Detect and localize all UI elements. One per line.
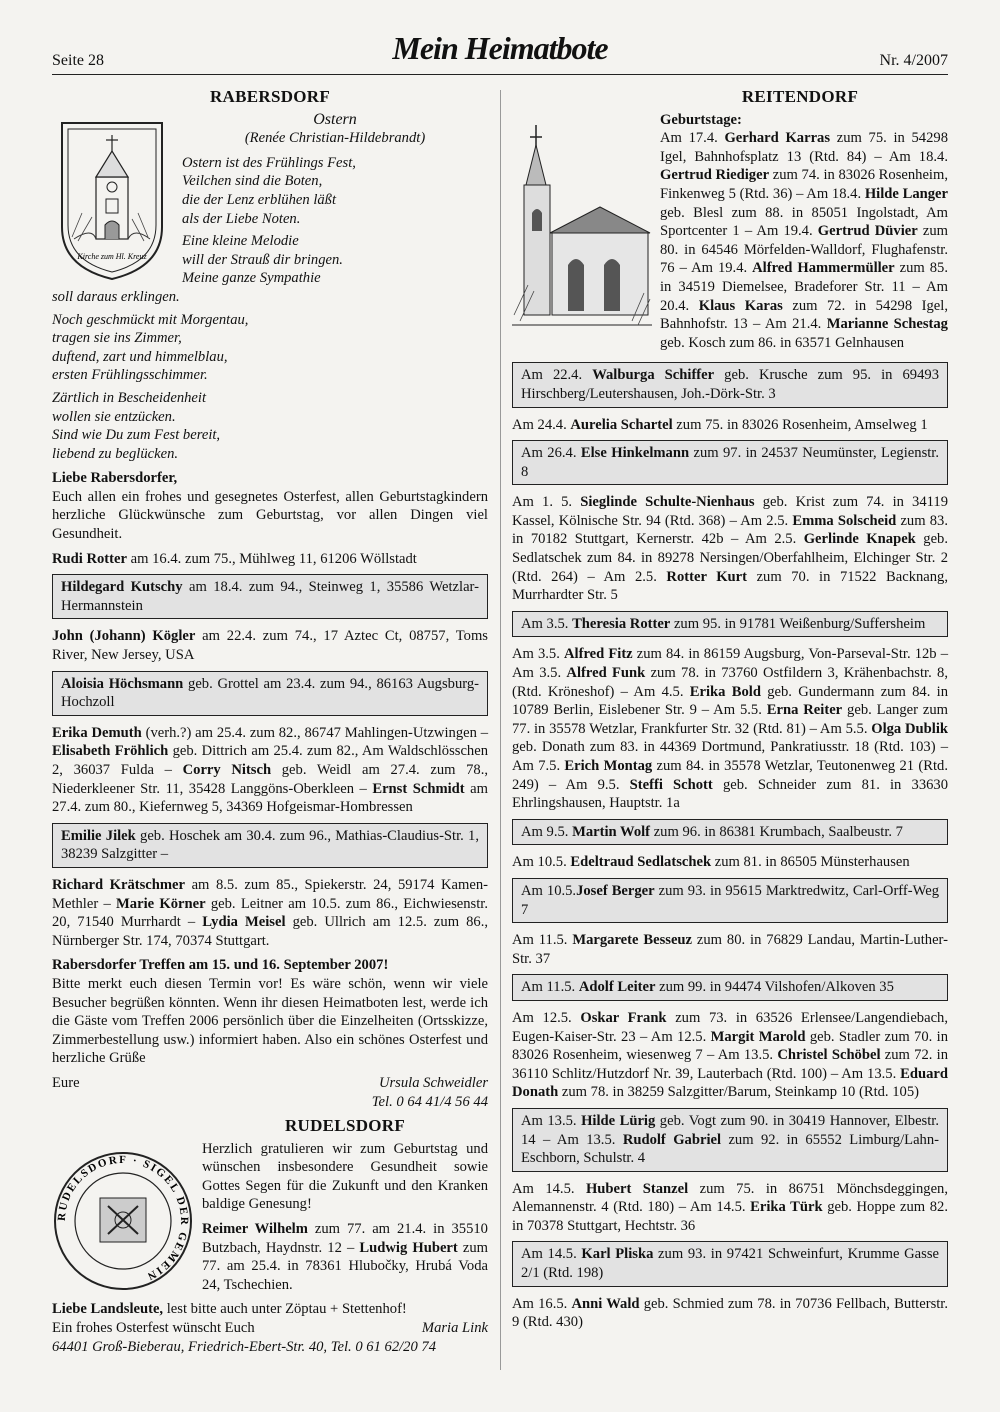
- person-name: Rudolf Gabriel: [622, 1131, 722, 1148]
- church-emblem-illustration: [52, 117, 172, 283]
- person-name: Aurelia Schartel: [570, 416, 673, 433]
- poem-line: Eine kleine Melodie: [182, 233, 299, 250]
- person-name: Marianne Schestag: [826, 316, 948, 333]
- birthday-entry: Am 10.5. Edeltraud Sedlatschek zum 81. in 86505 Münsterhausen: [512, 854, 910, 871]
- person-name: Gerlinde Knapek: [803, 531, 916, 548]
- signoff: [52, 1319, 488, 1338]
- person-name: Else Hinkelmann: [580, 445, 690, 462]
- person-name: Erika Türk: [750, 1199, 823, 1216]
- entry-text: geb. Hoschek am 30.4. zum 96., Mathias-Claudius-Str. 1, 38239 Salzgitter –: [61, 827, 479, 863]
- birthday-box: Am 10.5.Josef Berger zum 93. in 95615 Marktredwitz, Carl-Orff-Weg 7: [512, 878, 948, 923]
- poem-line: tragen sie ins Zimmer,: [52, 330, 182, 347]
- person-name: Adolf Leiter: [578, 979, 656, 996]
- person-name: Margit Marold: [710, 1028, 806, 1045]
- birthday-box: [52, 671, 488, 716]
- person-name: Erna Reiter: [766, 702, 843, 719]
- greeting-heading: Liebe Rabersdorfer,: [52, 470, 178, 487]
- entry-text: am 22.4. zum 74., 17 Aztec Ct, 08757, Toms River, New Jersey, USA: [52, 628, 488, 664]
- person-name: Margarete Besseuz: [572, 932, 693, 949]
- entry-text: (verh.?) am 25.4. zum 82., 86747 Mahlingen-Utzwingen –: [141, 724, 488, 741]
- signoff-name: Ursula Schweidler: [378, 1074, 488, 1091]
- poem-line: liebend zu beglücken.: [52, 445, 179, 462]
- poem-line: die der Lenz erblühen läßt: [182, 191, 337, 208]
- birthday-box: Am 14.5. Karl Pliska zum 93. in 97421 Schweinfurt, Krumme Gasse 2/1 (Rtd. 198): [512, 1241, 948, 1286]
- person-name: Karl Pliska: [581, 1246, 654, 1263]
- entry-text: zum 77. am 25.4. in 78361 Hlubočky, Hrubá Voda 24, Tschechien.: [202, 1239, 488, 1293]
- poem-title: Ostern: [313, 110, 357, 128]
- entry-text: am 8.5. zum 85., Spiekerstr. 24, 59174 Kamen-Methler –: [52, 876, 488, 912]
- person-name: Eduard Donath: [512, 1065, 948, 1101]
- birthday-entry: Am 1. 5. Sieglinde Schulte-Nienhaus geb. Krist zum 74. in 34119 Kassel, Kölnische Str. 94 (Rtd. 368) – Am 2.5. Emma Solscheid zum 83. in 70182 Stuttgart, Kernerstr. 42b – Am 2.5. Gerlinde Knapek geb. Sedlatschek zum 84. in 89278 Nersingen/Oberfahlheim, Elchinger Str. 2 (Rtd. 264) – Am 2.5. Rotter Kurt zum 70. in 71522 Backnang, Murrhardter Str. 5: [512, 494, 949, 604]
- poem-line: Meine ganze Sympathie: [182, 270, 321, 287]
- person-name: Alfred Hammermüller: [752, 260, 895, 277]
- person-name: Olga Dublik: [871, 720, 948, 737]
- person-name: Hubert Stanzel: [585, 1180, 689, 1197]
- entry-text: geb. Dittrich am 25.4. zum 82., Am Waldschlösschen 2, 36037 Fulda –: [52, 743, 488, 778]
- section-title-rudelsdorf: RUDELSDORF: [284, 1116, 406, 1136]
- treffen-heading: Rabersdorfer Treffen am 15. und 16. September 2007!: [52, 957, 389, 974]
- signoff-phone: Tel. 0 64 41/4 56 44: [371, 1093, 488, 1110]
- person-name: Gertrud Riediger: [660, 167, 770, 184]
- person-name: Lydia Meisel: [202, 914, 286, 931]
- poem-author: (Renée Christian-Hildebrandt): [244, 130, 426, 147]
- poem-line: Veilchen sind die Boten,: [182, 173, 323, 190]
- masthead-logo: Mein Heimatbote: [392, 30, 608, 66]
- person-name: Emma Solscheid: [792, 512, 897, 529]
- person-name: Christel Schöbel: [777, 1047, 881, 1064]
- person-name: Edeltraud Sedlatschek: [570, 854, 712, 871]
- signoff-address: 64401 Groß-Bieberau, Friedrich-Ebert-Str. 40, Tel. 0 61 62/20 74: [52, 1338, 437, 1355]
- person-name: Hilde Lürig: [581, 1112, 656, 1129]
- birthday-entry: [52, 550, 488, 569]
- rudelsdorf-intro: Herzlich gratulieren wir zum Geburtstag und wünschen insbesondere Gesundheit sowie Gottes Segen für die Zukunft und den Kranken baldige Genesung!: [202, 1140, 488, 1213]
- person-name: Corry Nitsch: [182, 762, 272, 778]
- signoff-eure: Eure: [52, 1074, 80, 1091]
- birthday-entry: Am 17.4. Gerhard Karras zum 75. in 54298 Igel, Bahnhofsplatz 13 (Rtd. 84) – Am 18.4. Gertrud Riediger zum 74. in 83026 Rosenheim, Finkenweg 5 (Rtd. 36) – Am 18.4. Hilde Langer geb. Blesl zum 88. in 85051 Ingolstadt, Am Sportcenter 1 – Am 19.4. Gertrud Düvier zum 80. in 64546 Mörfelden-Walldorf, Flughafenstr. 76 – Am 19.4. Alfred Hammermüller zum 85. in 34519 Diemelsee, Bradeforer Str. 11 – Am 20.4. Klaus Karas zum 72. in 54298 Igel, Bahnhofstr. 13 – Am 21.4. Marianne Schestag geb. Kosch zum 86. in 63571 Gelnhausen: [660, 130, 948, 351]
- poem-line: Noch geschmückt mit Morgentau,: [52, 311, 249, 328]
- emblem-caption: Kirche zum Hl. Kreuz: [77, 251, 147, 261]
- greeting-paragraph: [52, 469, 488, 543]
- person-name: Rudi Rotter: [52, 550, 127, 567]
- birthday-box: Am 3.5. Theresia Rotter zum 95. in 91781 Weißenburg/Suffersheim: [512, 611, 948, 638]
- column-divider: [500, 90, 501, 1370]
- landsleute-note: [52, 1300, 488, 1319]
- person-name: Emilie Jilek: [61, 827, 136, 844]
- birthday-entry: Am 14.5. Hubert Stanzel zum 75. in 86751 Mönchsdeggingen, Alemannenstr. 4 (Rtd. 180) – Am 14.5. Erika Türk geb. Hoppe zum 82. in 70378 Stuttgart, Hechtstr. 36: [512, 1180, 948, 1234]
- person-name: Martin Wolf: [572, 823, 651, 840]
- poem-line: Zärtlich in Bescheidenheit: [52, 389, 207, 406]
- person-name: Ludwig Hubert: [359, 1239, 458, 1256]
- birthday-entry: Am 12.5. Oskar Frank zum 73. in 63526 Erlensee/Langendiebach, Eugen-Kaiser-Str. 23 – Am 12.5. Margit Marold geb. Stadler zum 70. in 83026 Rosenheim, wiesenweg 7 – Am 13.5. Christel Schöbel zum 72. in 36110 Schlitz/Hutzdorf Nr. 39, Lauterbach (Rtd. 100) – Am 13.5. Eduard Donath zum 78. in 38259 Salzgitter/Barum, Steinkamp 10 (Rtd. 105): [512, 1009, 949, 1101]
- person-name: Walburga Schiffer: [592, 367, 715, 384]
- entry-text: geb. Weidl am 27.4. zum 78., Niederkleener Str. 11, 35428 Langgöns-Oberkleen –: [52, 762, 489, 797]
- person-name: Sieglinde Schulte-Nienhaus: [580, 494, 755, 511]
- birthday-entry: Am 16.5. Anni Wald geb. Schmied zum 78. in 70736 Fellbach, Butterstr. 9 (Rtd. 430): [512, 1295, 949, 1331]
- page-header: [52, 30, 948, 75]
- entry-text: geb. Grottel am 23.4. zum 94., 86163 Augsburg-Hochzoll: [61, 675, 479, 711]
- birthday-box: [52, 574, 488, 619]
- poem-line: duftend, zart und himmelblau,: [52, 348, 228, 365]
- birthday-entry: Am 3.5. Alfred Fitz zum 84. in 86159 Augsburg, Von-Parseval-Str. 12b – Am 3.5. Alfred Funk zum 78. in 73760 Ostfildern 3, Krähenbachstr. 8, (Rtd. Kröneshof) – Am 4.5. Erika Bold geb. Gundermann zum 84. in 10789 Berlin, Eislebener Str. 9 – Am 5.5. Erna Reiter geb. Langer zum 77. in 35578 Wetzlar, Frankfurter Str. 32 (Rtd. 81) – Am 5.5. Olga Dublik geb. Donath zum 83. in 44369 Dortmund, Pankratiusstr. 18 (Rtd. 103) – Am 7.5. Erich Montag zum 84. in 35578 Wetzlar, Teutonenweg 21 (Rtd. 249) – Am 9.5. Steffi Schott geb. Schneider zum 81. in 33630 Ehrlingshausen, Hauptstr. 1a: [512, 646, 949, 812]
- person-name: Steffi Schott: [629, 776, 713, 793]
- entry-text: am 18.4. zum 94., Steinweg 1, 35586 Wetzlar-Hermannstein: [61, 579, 479, 614]
- poem-stanza: [52, 311, 488, 385]
- entry-text: geb. Ullrich am 12.5. zum 86., Nürnberger Str. 174, 70374 Stuttgart.: [52, 914, 488, 949]
- seal-inscription: RUDELSDORF · SIGEL DER GEMEIN: [55, 1153, 191, 1283]
- person-name: Theresia Rotter: [572, 615, 671, 632]
- poem-line: Sind wie Du zum Fest bereit,: [52, 427, 221, 444]
- entry-text: zum 77. am 21.4. in 35510 Butzbach, Haydnstr. 12 –: [202, 1221, 488, 1256]
- birthday-box: Am 11.5. Adolf Leiter zum 99. in 94474 Vilshofen/Alkoven 35: [512, 974, 948, 1001]
- person-name: Rotter Kurt: [666, 568, 748, 585]
- person-name: Marie Körner: [116, 895, 206, 912]
- birthday-box: Am 9.5. Martin Wolf zum 96. in 86381 Krumbach, Saalbeustr. 7: [512, 819, 948, 846]
- person-name: Elisabeth Fröhlich: [52, 743, 169, 760]
- greeting-text: Euch allen ein frohes und gesegnetes Osterfest, allen Geburtstagkindern herzliche Glückwünsche zum Geburtstag, vor allen Dingen viel Gesundheit.: [52, 488, 488, 543]
- person-name: Anni Wald: [571, 1295, 640, 1312]
- birthday-entry: Am 24.4. Aurelia Schartel zum 75. in 83026 Rosenheim, Amselweg 1: [512, 416, 928, 433]
- section-title-rabersdorf: RABERSDORF: [209, 87, 331, 106]
- left-column: [52, 88, 488, 1356]
- landsleute-text: lest bitte auch unter Zöptau + Stettenhof!: [163, 1301, 407, 1318]
- person-name: Hilde Langer: [864, 185, 948, 202]
- person-name: Erika Bold: [689, 683, 761, 700]
- section-title-reitendorf: REITENDORF: [741, 87, 859, 106]
- page-number: Seite 28: [52, 52, 104, 69]
- person-name: Alfred Funk: [566, 665, 646, 682]
- church-sketch-illustration: [512, 115, 652, 335]
- poem-line: ersten Frühlingsschimmer.: [52, 367, 208, 384]
- person-name: Erika Demuth: [52, 724, 142, 741]
- person-name: Richard Krätschmer: [52, 876, 186, 893]
- person-name: Josef Berger: [576, 882, 655, 899]
- poem-line: als der Liebe Noten.: [182, 210, 301, 227]
- birthday-box: Am 22.4. Walburga Schiffer geb. Krusche zum 95. in 69493 Hirschberg/Leutershausen, Joh.-Dörk-Str. 3: [512, 362, 948, 407]
- person-name: Alfred Fitz: [563, 646, 633, 663]
- signoff: [52, 1074, 488, 1093]
- geburtstage-heading: Geburtstage:: [660, 111, 742, 128]
- osterfest-wish: Ein frohes Osterfest wünscht Euch: [52, 1320, 255, 1337]
- entry-text: geb. Leitner am 10.5. zum 86., Eichwiesenstr. 20, 71540 Murrhardt –: [52, 895, 488, 931]
- person-name: Gerhard Karras: [724, 130, 831, 147]
- birthday-box: Am 13.5. Hilde Lürig geb. Vogt zum 90. in 30419 Hannover, Elbestr. 14 – Am 13.5. Rudolf Gabriel zum 92. in 65552 Limburg/Lahn-Eschborn, Schulstr. 4: [512, 1108, 948, 1172]
- poem-line: soll daraus erklingen.: [52, 288, 180, 305]
- birthday-entry: [52, 724, 488, 817]
- entry-text: am 27.4. zum 80., Kiefernweg 5, 34369 Hofgeismar-Hombressen: [52, 780, 488, 816]
- person-name: Ernst Schmidt: [372, 780, 465, 797]
- treffen-text: Bitte merkt euch diesen Termin vor! Es wäre schön, wenn wir viele Besucher begrüßen könnten. Wenn ihr diesen Heimatboten lest, werde ich die Gäste vom Treffen 2006 persönlich über die Einzelheiten (Ortsskizze, Zimmerbestellung usw.) informiert haben. Also ein schönes Osterfest und herzliche Grüße: [52, 975, 488, 1067]
- person-name: Reimer Wilhelm: [202, 1221, 308, 1238]
- signoff-name: Maria Link: [421, 1320, 488, 1337]
- person-name: Aloisia Höchsmann: [61, 675, 184, 692]
- poem-line: Ostern ist des Frühlings Fest,: [182, 154, 356, 171]
- person-name: Erich Montag: [564, 758, 653, 774]
- person-name: Hildegard Kutschy: [61, 579, 183, 596]
- poem-stanza: [52, 389, 488, 463]
- person-name: John (Johann) Kögler: [52, 628, 196, 645]
- person-name: Oskar Frank: [580, 1009, 667, 1026]
- treffen-paragraph: [52, 956, 488, 1068]
- birthday-entry: [52, 627, 488, 664]
- birthday-entry: Am 11.5. Margarete Besseuz zum 80. in 76829 Landau, Martin-Luther-Str. 37: [512, 932, 948, 967]
- person-name: Klaus Karas: [698, 297, 783, 314]
- person-name: Gertrud Düvier: [817, 223, 918, 240]
- poem-line: will der Strauß dir bringen.: [182, 251, 343, 268]
- birthday-entry: [52, 876, 488, 950]
- poem-line: wollen sie entzücken.: [52, 408, 176, 425]
- issue-number: Nr. 4/2007: [879, 52, 948, 69]
- village-seal-illustration: [52, 1146, 194, 1296]
- birthday-box: Am 26.4. Else Hinkelmann zum 97. in 24537 Neumünster, Legienstr. 8: [512, 440, 948, 485]
- birthday-box: [52, 823, 488, 868]
- landsleute-heading: Liebe Landsleute,: [52, 1301, 164, 1318]
- right-column: [512, 88, 948, 1338]
- entry-text: am 16.4. zum 75., Mühlweg 11, 61206 Wöllstadt: [127, 550, 417, 567]
